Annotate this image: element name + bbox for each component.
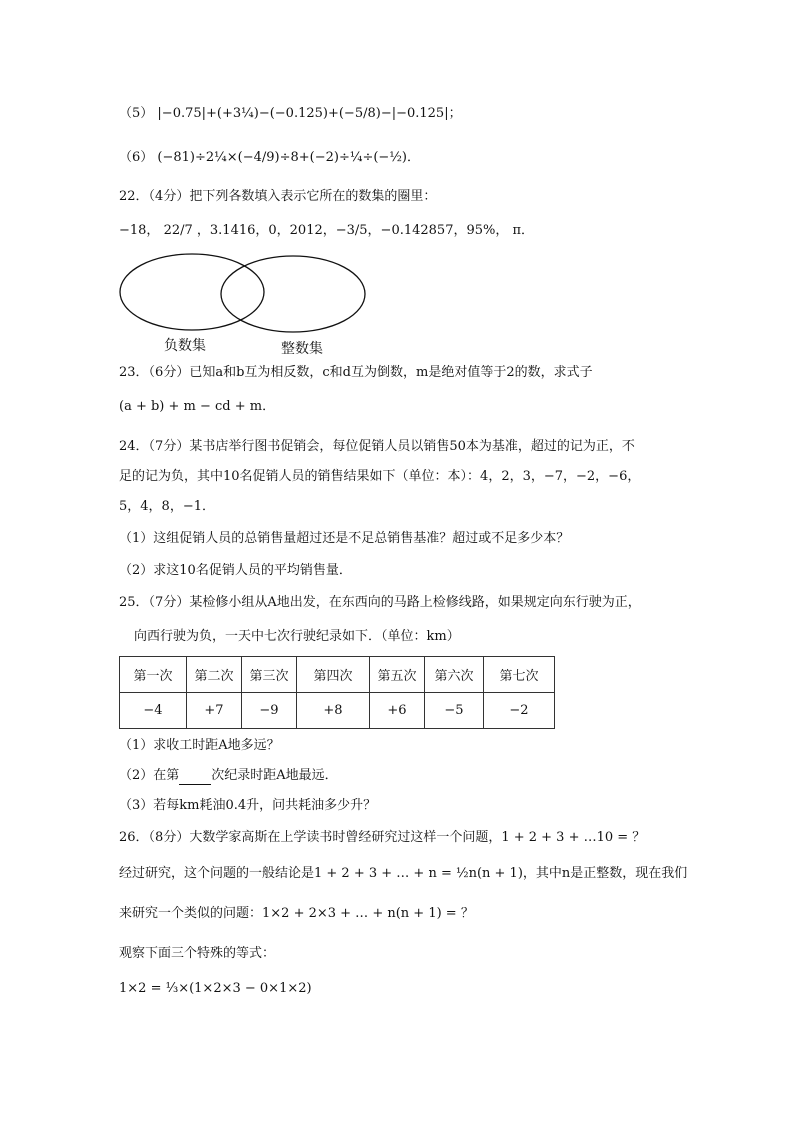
q24-sub2: （2）求这10名促销人员的平均销售量． (119, 563, 352, 578)
q21-item5-expression: |−0.75|+(+3¼)−(−0.125)+(−5/8)−|−0.125|； (157, 106, 462, 121)
q21-item6 (119, 149, 420, 167)
table-header-cell: 第三次 (242, 657, 297, 693)
table-cell: −5 (425, 693, 484, 729)
table-header-cell: 第四次 (297, 657, 370, 693)
table-header-row (120, 657, 555, 693)
travel-record-table (119, 656, 555, 729)
q25-line2: 向西行驶为负，一天中七次行驶纪录如下．（单位：km） (134, 629, 460, 644)
q22-title: 22．（4分）把下列各数填入表示它所在的数集的圈里： (119, 189, 437, 204)
q23-line2: (a + b) + m − cd + m． (119, 399, 276, 414)
table-header-cell: 第七次 (484, 657, 555, 693)
integer-set-ellipse (221, 256, 365, 332)
q21-item6-label: （6） (119, 150, 154, 165)
q25-sub3: （3）若每km耗油0.4升，问共耗油多少升？ (119, 798, 377, 813)
q24-line3: 5，4，8，−1． (119, 499, 215, 514)
table-row (120, 693, 555, 729)
table-cell: −2 (484, 693, 555, 729)
table-header-cell: 第一次 (120, 657, 187, 693)
q25-sub2-before: （2）在第 (119, 768, 180, 783)
q26-line2: 经过研究，这个问题的一般结论是1 + 2 + 3 + … + n = ½n(n + 1)，其中n是正整数，现在我们 (119, 866, 688, 881)
integer-set-label: 整数集 (281, 341, 323, 357)
table-header-cell: 第五次 (370, 657, 425, 693)
q25-sub2-after: 次纪录时距A地最远． (211, 768, 338, 783)
q24-sub1: （1）这组促销人员的总销售量超过还是不足总销售基准？超过或不足多少本？ (119, 531, 570, 546)
q24-line2: 足的记为负，其中10名促销人员的销售结果如下（单位：本）：4，2，3，−7，−2，−6， (119, 469, 641, 484)
table-cell: +7 (187, 693, 242, 729)
q25-line1: 25．（7分）某检修小组从A地出发，在东西向的马路上检修线路，如果规定向东行驶为正， (119, 595, 641, 610)
q26-line3: 来研究一个类似的问题：1×2 + 2×3 + … + n(n + 1) = ？ (119, 906, 474, 921)
q25-sub2 (119, 767, 338, 785)
table-header-cell: 第六次 (425, 657, 484, 693)
table-cell: −4 (120, 693, 187, 729)
answer-blank[interactable] (179, 770, 211, 785)
table-header-cell: 第二次 (187, 657, 242, 693)
negative-set-label: 负数集 (164, 338, 206, 354)
negative-set-ellipse (120, 254, 264, 330)
q25-sub1: （1）求收工时距A地多远？ (119, 738, 280, 753)
table-cell: +6 (370, 693, 425, 729)
q21-item5-label: （5） (119, 106, 154, 121)
q21-item5 (119, 105, 462, 123)
table-cell: −9 (242, 693, 297, 729)
q26-line4: 观察下面三个特殊的等式： (119, 946, 276, 961)
venn-diagram (118, 250, 370, 358)
q21-item6-expression: (−81)÷2¼×(−4/9)÷8+(−2)÷¼÷(−½)． (157, 150, 420, 165)
q24-line1: 24．（7分）某书店举行图书促销会，每位促销人员以销售50本为基准，超过的记为正，不 (119, 439, 635, 454)
q26-line1: 26．（8分）大数学家高斯在上学读书时曾经研究过这样一个问题，1 + 2 + 3 + …10 = ？ (119, 830, 646, 845)
table-cell: +8 (297, 693, 370, 729)
q23-line1: 23．（6分）已知a和b互为相反数，c和d互为倒数，m是绝对值等于2的数，求式子 (119, 365, 593, 380)
q22-numbers: −18， 22/7 ，3.1416，0，2012，−3/5，−0.142857，95%， π． (119, 223, 535, 238)
q26-line5: 1×2 = ⅓×(1×2×3 − 0×1×2) (119, 981, 312, 996)
